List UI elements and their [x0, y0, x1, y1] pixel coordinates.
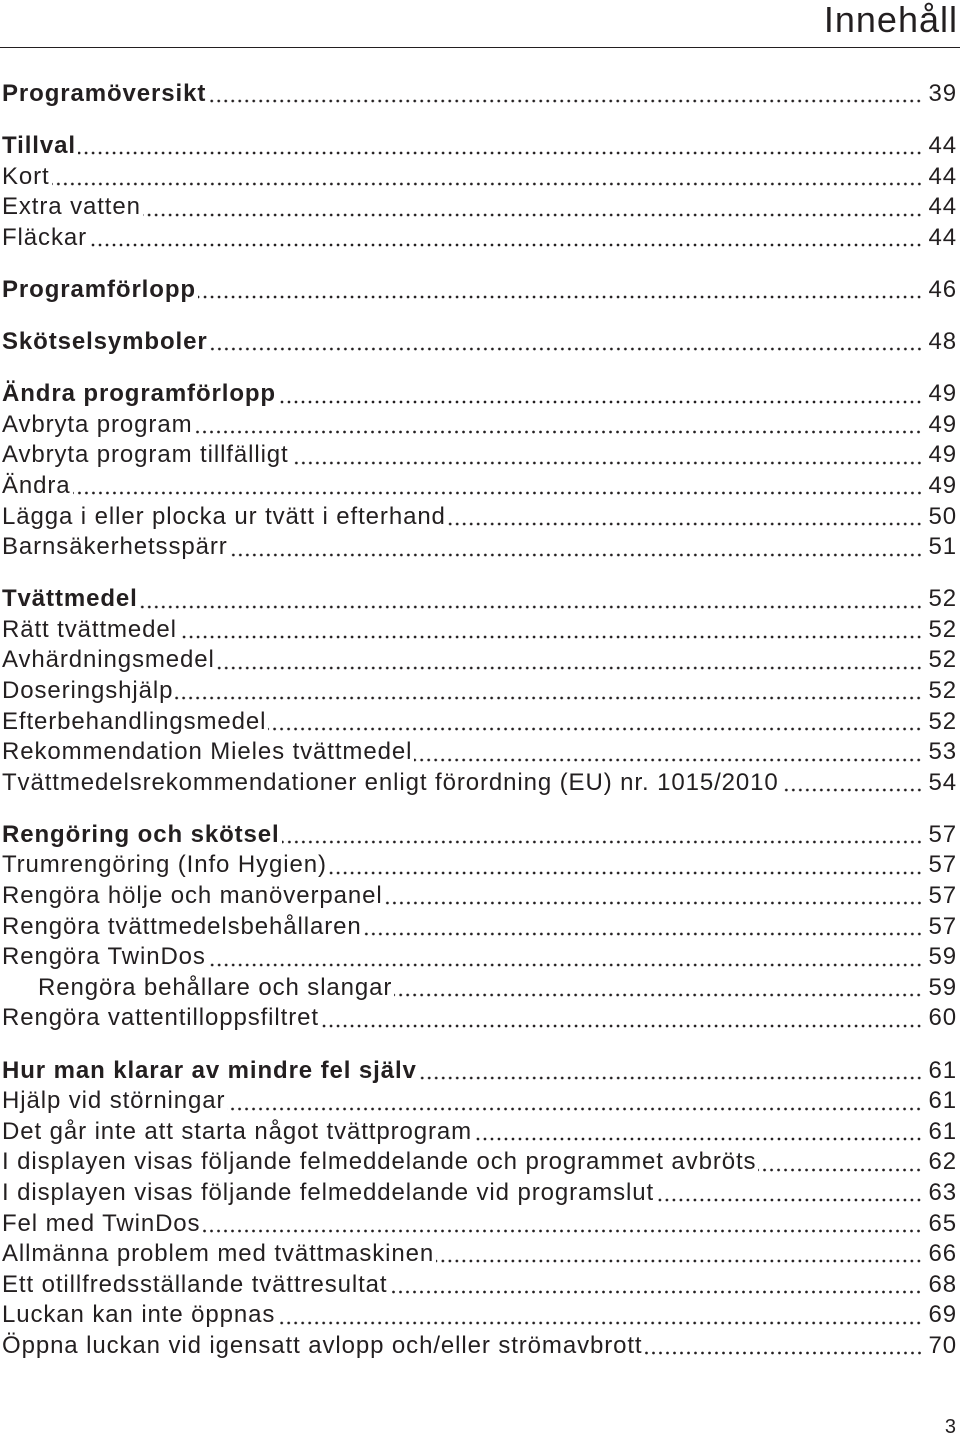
- dot-leader: [436, 1239, 922, 1270]
- toc-entry-page: 52: [928, 646, 957, 674]
- toc-entry-page: 44: [928, 193, 957, 221]
- toc-entry[interactable]: [2, 707, 957, 738]
- toc-entry-title: Barnsäkerhetsspärr: [2, 533, 228, 561]
- toc-entry-page: 57: [928, 912, 957, 940]
- toc-entry[interactable]: [2, 1117, 957, 1148]
- toc-entry-page: 46: [928, 275, 957, 303]
- toc-entry-title: Efterbehandlingsmedel: [2, 707, 267, 735]
- page-title: Innehåll: [823, 0, 958, 40]
- toc-entry-title: Avbryta program tillfälligt: [2, 441, 289, 469]
- dot-leader: [73, 471, 923, 502]
- dot-leader: [268, 707, 922, 738]
- dot-leader: [208, 942, 923, 973]
- dot-leader: [282, 820, 923, 851]
- toc-subentry[interactable]: [2, 973, 957, 1004]
- toc-entry-title: Rengöra TwinDos: [2, 943, 206, 971]
- dot-leader: [202, 1209, 922, 1240]
- toc-section-heading[interactable]: [2, 379, 957, 410]
- dot-leader: [389, 1270, 922, 1301]
- toc-entry-page: 44: [928, 132, 957, 160]
- toc-entry-title: Kort: [2, 162, 50, 190]
- toc-entry[interactable]: [2, 1239, 957, 1270]
- dot-leader: [230, 532, 923, 563]
- toc-entry-page: 59: [928, 943, 957, 971]
- toc-entry[interactable]: [2, 1086, 957, 1117]
- toc-entry-page: 49: [928, 410, 957, 438]
- toc-entry-page: 49: [928, 441, 957, 469]
- toc-entry[interactable]: [2, 1331, 957, 1362]
- dot-leader: [52, 162, 923, 193]
- dot-leader: [175, 676, 922, 707]
- toc-entry[interactable]: [2, 850, 957, 881]
- dot-leader: [321, 1003, 923, 1034]
- toc-entry[interactable]: [2, 1209, 957, 1240]
- toc-entry-title: Tvättmedelsrekommendationer enligt förordning (EU) nr. 1015/2010: [2, 768, 779, 796]
- dot-leader: [217, 645, 923, 676]
- toc-entry-page: 68: [928, 1270, 957, 1298]
- toc-entry-title: Tvättmedel: [2, 585, 138, 613]
- dot-leader: [474, 1117, 922, 1148]
- toc-entry[interactable]: [2, 1300, 957, 1331]
- table-of-contents: [2, 79, 957, 1383]
- dot-leader: [448, 502, 923, 533]
- toc-entry-page: 61: [928, 1087, 957, 1115]
- toc-entry-page: 57: [928, 882, 957, 910]
- dot-leader: [645, 1331, 923, 1362]
- toc-entry-title: Rengöra vattentilloppsfiltret: [2, 1004, 319, 1032]
- dot-leader: [277, 1300, 922, 1331]
- toc-entry-title: Programöversikt: [2, 80, 207, 107]
- toc-entry[interactable]: [2, 223, 957, 254]
- toc-entry-page: 65: [928, 1209, 957, 1237]
- toc-entry[interactable]: [2, 615, 957, 646]
- toc-entry-title: Rengöra behållare och slangar: [38, 973, 393, 1001]
- toc-entry-page: 48: [928, 328, 957, 356]
- dot-leader: [656, 1178, 922, 1209]
- toc-entry-page: 61: [928, 1117, 957, 1145]
- toc-entry-title: Rätt tvättmedel: [2, 615, 177, 643]
- dot-leader: [78, 131, 923, 162]
- dot-leader: [781, 768, 923, 799]
- dot-leader: [385, 881, 923, 912]
- toc-section-heading[interactable]: [2, 820, 957, 851]
- dot-leader: [394, 973, 922, 1004]
- toc-section: [2, 584, 957, 798]
- header-rule: [0, 47, 960, 48]
- toc-entry[interactable]: [2, 1178, 957, 1209]
- toc-entry-title: Hjälp vid störningar: [2, 1087, 226, 1115]
- dot-leader: [140, 584, 923, 615]
- toc-entry[interactable]: [2, 502, 957, 533]
- toc-entry-page: 57: [928, 851, 957, 879]
- toc-entry-title: Öppna luckan vid igensatt avlopp och/eller strömavbrott: [2, 1331, 643, 1359]
- toc-entry[interactable]: [2, 737, 957, 768]
- toc-entry-title: Avhärdningsmedel: [2, 646, 215, 674]
- toc-section: [2, 275, 957, 306]
- toc-entry[interactable]: [2, 645, 957, 676]
- toc-entry-page: 52: [928, 707, 957, 735]
- toc-entry-title: I displayen visas följande felmeddelande vid programslut: [2, 1178, 655, 1206]
- toc-entry[interactable]: [2, 1270, 957, 1301]
- toc-entry[interactable]: [2, 471, 957, 502]
- toc-section-heading[interactable]: [2, 327, 957, 358]
- toc-entry-title: Skötselsymboler: [2, 328, 208, 356]
- toc-entry-page: 52: [928, 615, 957, 643]
- toc-entry[interactable]: [2, 162, 957, 193]
- toc-entry-page: 61: [928, 1056, 957, 1084]
- toc-entry-title: Hur man klarar av mindre fel själv: [2, 1056, 417, 1084]
- toc-section: [2, 79, 957, 110]
- dot-leader: [414, 737, 922, 768]
- dot-leader: [89, 223, 923, 254]
- toc-entry-page: 57: [928, 820, 957, 848]
- toc-entry-title: Ändra programförlopp: [2, 380, 276, 408]
- dot-leader: [198, 275, 923, 306]
- toc-section-heading[interactable]: [2, 131, 957, 162]
- dot-leader: [329, 850, 923, 881]
- toc-section-heading[interactable]: [2, 584, 957, 615]
- toc-entry-page: 66: [928, 1240, 957, 1268]
- toc-section-heading[interactable]: [2, 275, 957, 306]
- toc-entry-title: Lägga i eller plocka ur tvätt i efterhand: [2, 502, 446, 530]
- toc-entry-title: Allmänna problem med tvättmaskinen: [2, 1240, 435, 1268]
- toc-entry-page: 70: [928, 1331, 957, 1359]
- toc-entry-title: Rengöra tvättmedelsbehållaren: [2, 912, 362, 940]
- dot-leader: [227, 1086, 922, 1117]
- dot-leader: [278, 379, 923, 410]
- page-number: 3: [944, 1416, 956, 1438]
- dot-leader: [291, 440, 923, 471]
- toc-entry-title: Extra vatten: [2, 193, 141, 221]
- toc-entry-page: 51: [928, 533, 957, 561]
- toc-entry[interactable]: [2, 410, 957, 441]
- toc-section-heading[interactable]: [2, 79, 957, 110]
- toc-entry-page: 52: [928, 677, 957, 704]
- toc-entry-page: 50: [928, 502, 957, 530]
- toc-entry-page: 63: [928, 1178, 957, 1206]
- toc-entry-page: 53: [928, 738, 957, 766]
- toc-entry[interactable]: [2, 912, 957, 943]
- toc-section: [2, 327, 957, 358]
- toc-entry-page: 62: [928, 1148, 957, 1176]
- toc-entry-page: 49: [928, 380, 957, 408]
- toc-section: [2, 131, 957, 253]
- toc-entry-title: Det går inte att starta något tvättprogram: [2, 1117, 473, 1145]
- toc-entry-title: I displayen visas följande felmeddelande och programmet avbröts: [2, 1148, 757, 1176]
- dot-leader: [758, 1147, 922, 1178]
- toc-entry-page: 39: [928, 80, 957, 107]
- toc-entry-title: Tillval: [2, 132, 76, 160]
- toc-entry-page: 69: [928, 1301, 957, 1329]
- toc-entry-title: Doseringshjälp: [2, 677, 174, 704]
- toc-section-heading[interactable]: [2, 1056, 957, 1087]
- toc-entry[interactable]: [2, 942, 957, 973]
- toc-entry-page: 52: [928, 585, 957, 613]
- toc-entry-title: Ändra: [2, 471, 71, 499]
- toc-entry-title: Rekommendation Mieles tvättmedel: [2, 738, 413, 766]
- toc-entry[interactable]: [2, 768, 957, 799]
- dot-leader: [194, 410, 922, 441]
- toc-entry-title: Rengöra hölje och manöverpanel: [2, 882, 383, 910]
- toc-entry[interactable]: [2, 1147, 957, 1178]
- dot-leader: [208, 79, 922, 110]
- toc-entry-title: Luckan kan inte öppnas: [2, 1301, 276, 1329]
- toc-entry-title: Programförlopp: [2, 275, 196, 303]
- toc-entry-title: Rengöring och skötsel: [2, 820, 280, 848]
- toc-entry[interactable]: [2, 440, 957, 471]
- dot-leader: [210, 327, 923, 358]
- toc-entry-page: 59: [928, 973, 957, 1001]
- toc-entry-title: Avbryta program: [2, 410, 193, 438]
- toc-entry[interactable]: [2, 532, 957, 563]
- toc-section: [2, 1056, 957, 1362]
- toc-entry-title: Trumrengöring (Info Hygien): [2, 851, 327, 879]
- toc-entry-title: Ett otillfredsställande tvättresultat: [2, 1270, 388, 1298]
- toc-entry-title: Fel med TwinDos: [2, 1209, 201, 1237]
- toc-entry[interactable]: [2, 1003, 957, 1034]
- toc-section: [2, 820, 957, 1034]
- toc-entry-page: 44: [928, 223, 957, 251]
- toc-entry-page: 49: [928, 471, 957, 499]
- toc-entry-page: 44: [928, 162, 957, 190]
- dot-leader: [179, 615, 923, 646]
- toc-entry[interactable]: [2, 676, 957, 707]
- dot-leader: [143, 192, 923, 223]
- toc-entry-title: Fläckar: [2, 223, 87, 251]
- toc-entry[interactable]: [2, 881, 957, 912]
- dot-leader: [419, 1056, 923, 1087]
- toc-section: [2, 379, 957, 563]
- toc-entry-page: 60: [928, 1004, 957, 1032]
- dot-leader: [364, 912, 923, 943]
- toc-entry[interactable]: [2, 192, 957, 223]
- toc-entry-page: 54: [928, 768, 957, 796]
